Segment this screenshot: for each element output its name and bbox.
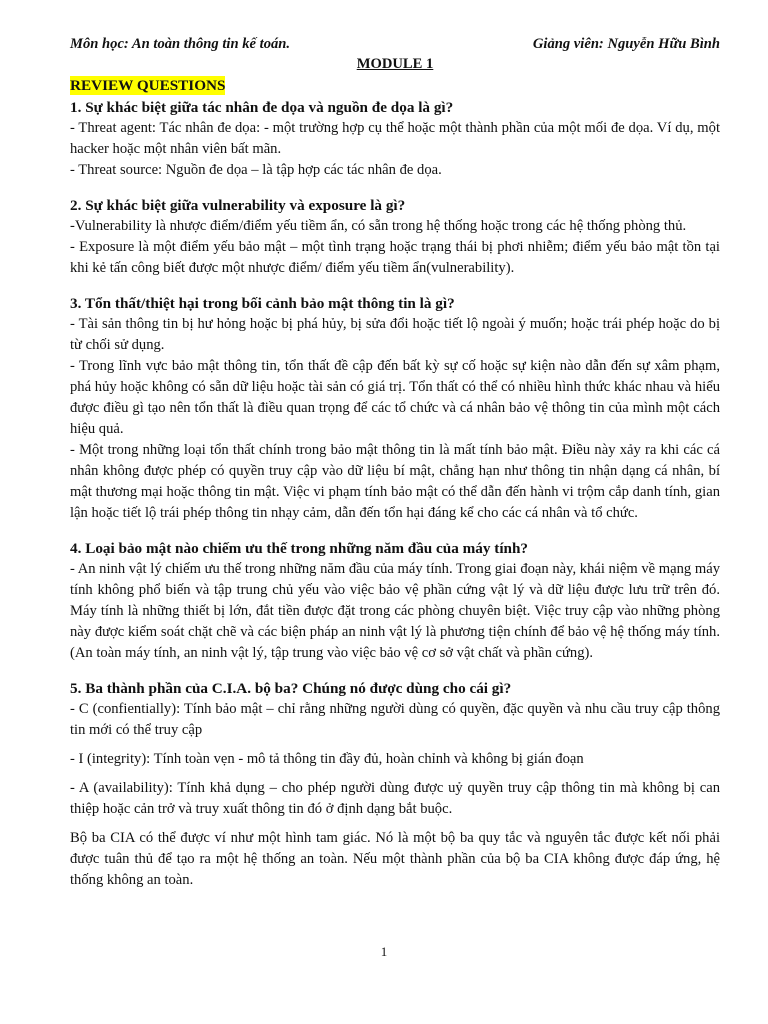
page-header	[70, 34, 720, 54]
lecturer-name: Giảng viên: Nguyễn Hữu Bình	[532, 36, 720, 52]
question-5-title: 5. Ba thành phần của C.I.A. bộ ba? Chúng nó được dùng cho cái gì?	[70, 680, 512, 697]
page-number: 1	[380, 944, 388, 959]
question-1-title: 1. Sự khác biệt giữa tác nhân đe dọa và nguồn đe dọa là gì?	[70, 99, 454, 116]
question-2-title: 2. Sự khác biệt giữa vulnerability và exposure là gì?	[70, 197, 406, 214]
question-3-answer-1: - Tài sản thông tin bị hư hỏng hoặc bị phá hủy, bị sửa đổi hoặc tiết lộ ngoài ý muốn; hoặc trái phép hoặc do bị từ chối sử dụng.	[70, 316, 720, 353]
question-5-answer-c: - C (confientially): Tính bảo mật – chỉ rằng những người dùng có quyền, đặc quyền và nhu cầu truy cập thông tin mới có thể truy cập	[70, 701, 720, 738]
question-4	[70, 538, 720, 664]
question-1-answer-1: - Threat agent: Tác nhân đe dọa: - một trường hợp cụ thể hoặc một thành phần của một mối đe dọa. Ví dụ, một hacker hoặc một nhân viên bất mãn.	[70, 120, 720, 157]
question-1	[70, 97, 720, 181]
document-page	[70, 34, 720, 891]
question-2	[70, 195, 720, 279]
question-5-answer-i: - I (integrity): Tính toàn vẹn - mô tả thông tin đầy đủ, hoàn chỉnh và không bị gián đoạn	[70, 751, 584, 767]
question-3-title: 3. Tổn thất/thiệt hại trong bối cảnh bảo mật thông tin là gì?	[70, 295, 455, 312]
question-1-answer-2: - Threat source: Nguồn đe dọa – là tập hợp các tác nhân đe dọa.	[70, 162, 442, 178]
question-4-answer-1: - An ninh vật lý chiếm ưu thế trong những năm đầu của máy tính. Trong giai đoạn này, khái niệm về mạng máy tính không phổ biến và tập trung chủ yếu vào việc bảo vệ phần cứng vật lý và dữ liệu được lưu trữ trên đó. Máy tính là những thiết bị lớn, đắt tiền được đặt trong các phòng chuyên biệt. Việc truy cập vào những phòng này được kiểm soát chặt chẽ và các biện pháp an ninh vật lý là phương tiện chính để bảo vệ hệ thống máy tính. (An toàn máy tính, an ninh vật lý, tập trung vào việc bảo vệ cơ sở vật chất và phần cứng).	[70, 561, 720, 661]
question-5-summary: Bộ ba CIA có thể được ví như một hình tam giác. Nó là một bộ ba quy tắc và nguyên tắc được kết nối phải được tuân thủ để tạo ra một hệ thống an toàn. Nếu một thành phần của bộ ba CIA không được đáp ứng, hệ thống không an toàn.	[70, 830, 720, 888]
question-5-answer-a: - A (availability): Tính khả dụng – cho phép người dùng được uỷ quyền truy cập thông tin mà không bị can thiệp hoặc cản trở và truy xuất thông tin đó ở định dạng bắt buộc.	[70, 780, 720, 817]
question-3-answer-3: - Một trong những loại tổn thất chính trong bảo mật thông tin là mất tính bảo mật. Điều này xảy ra khi các cá nhân không được phép có quyền truy cập vào dữ liệu bí mật, chẳng hạn như thông tin nhận dạng cá nhân, bí mật thương mại hoặc thông tin mật. Việc vi phạm tính bảo mật có thể dẫn đến hành vi trộm cắp danh tính, gian lận hoặc tiết lộ trái phép thông tin nhạy cảm, dẫn đến tổn hại đáng kể cho các cá nhân và tổ chức.	[70, 442, 720, 521]
module-title: MODULE 1	[356, 56, 434, 72]
question-3	[70, 293, 720, 524]
question-3-answer-2: - Trong lĩnh vực bảo mật thông tin, tổn thất đề cập đến bất kỳ sự cố hoặc sự kiện nào dẫn đến sự xâm phạm, phá hủy hoặc không có sẵn dữ liệu hoặc tài sản có giá trị. Tổn thất có thể có nhiều hình thức khác nhau và hiểu được điều gì tạo nên tổn thất là điều quan trọng để các tổ chức và cá nhân bảo vệ thông tin của mình một cách hiệu quả.	[70, 358, 720, 437]
question-5	[70, 678, 720, 891]
question-4-title: 4. Loại bảo mật nào chiếm ưu thế trong những năm đầu của máy tính?	[70, 540, 529, 557]
review-questions-heading: REVIEW QUESTIONS	[70, 77, 226, 94]
question-2-answer-1: -Vulnerability là nhược điểm/điểm yếu tiềm ẩn, có sẵn trong hệ thống hoặc trong các hệ thống phòng thủ.	[70, 218, 687, 234]
course-title: Môn học: An toàn thông tin kế toán.	[70, 36, 291, 52]
question-2-answer-2: - Exposure là một điểm yếu bảo mật – một tình trạng hoặc trạng thái bị phơi nhiễm; điểm yếu bảo mật tồn tại khi kẻ tấn công biết được một nhược điểm/ điểm yếu tiềm ẩn(vulnerability).	[70, 239, 720, 276]
